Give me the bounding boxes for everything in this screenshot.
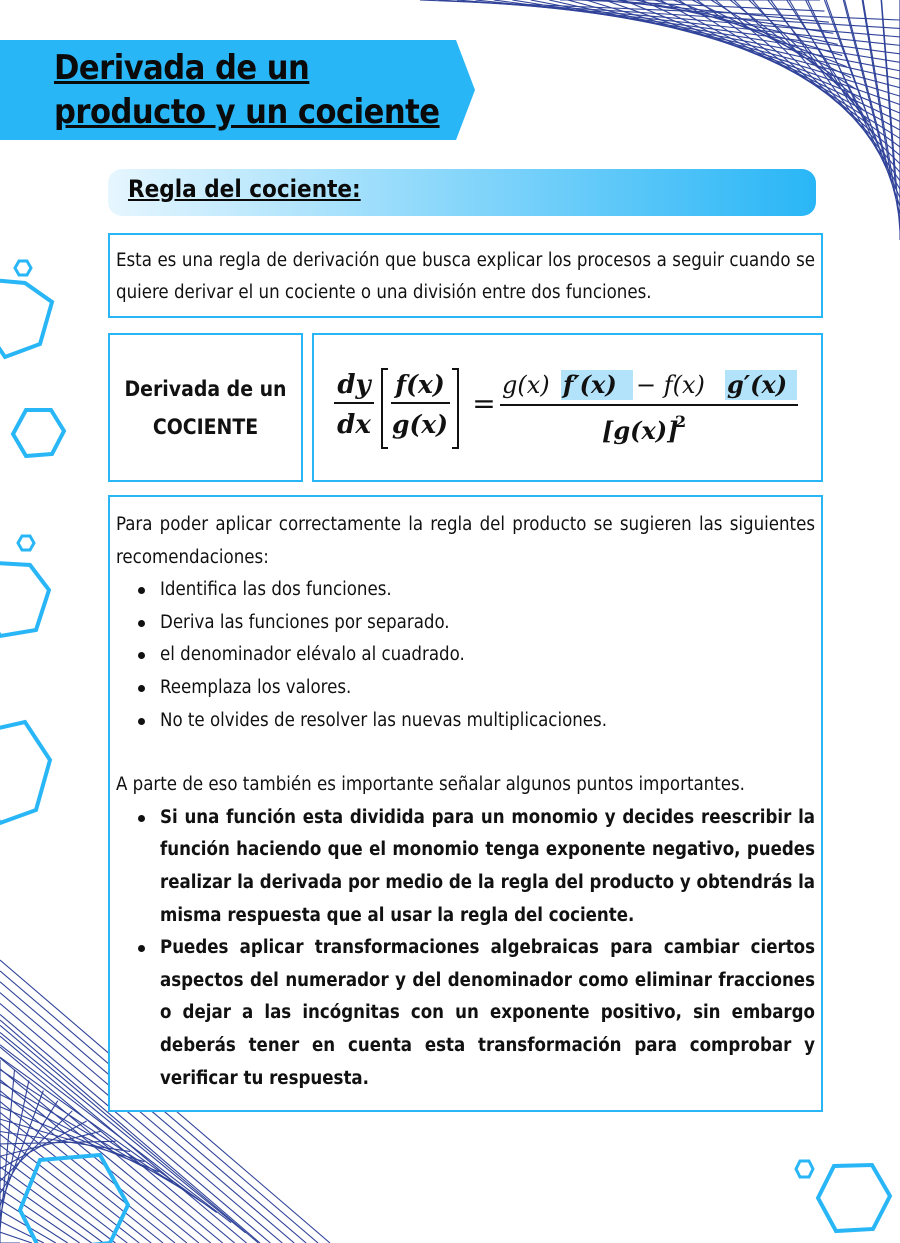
- decorative-line: [824, 0, 882, 156]
- notes-intro: A parte de eso también es importante señalar algunos puntos importantes.: [116, 774, 745, 796]
- recommendations-box: [108, 495, 823, 1112]
- decorative-line: [845, 0, 900, 215]
- hexagon-icon: [20, 1155, 128, 1243]
- rhs-numerator-f: − f(x): [636, 371, 705, 399]
- left-bracket: [382, 369, 388, 448]
- hexagon-icon: [0, 722, 50, 823]
- rhs-numerator-g: g(x): [502, 371, 550, 399]
- decorative-line: [494, 0, 900, 54]
- list-item: Identifica las dos funciones.: [160, 574, 815, 607]
- recommendations-list: [116, 574, 815, 737]
- rhs-numerator-fprime: f′(x): [563, 370, 617, 399]
- quotient-rule-formula: [314, 335, 821, 480]
- decorative-line: [0, 1178, 92, 1243]
- list-item: el denominador elévalo al cuadrado.: [160, 639, 815, 672]
- list-item: Puedes aplicar transformaciones algebraicas para cambiar ciertos aspectos del numerador y del denominador como eliminar fracciones o dejar a las incógnitas con un exponente positivo, sin embargo deberás tener en cuenta esta transformación para comprobar y verificar tu respuesta.: [160, 932, 815, 1095]
- section-title: Regla del cociente:: [128, 175, 361, 203]
- hexagon-icon: [0, 563, 49, 636]
- list-item: Si una función esta dividida para un monomio y decides reescribir la función haciendo que el monomio tenga exponente negativo, puedes realizar la derivada por medio de la regla del producto y obtendrás la misma respuesta que al usar la regla del cociente.: [160, 802, 815, 932]
- decorative-line: [843, 0, 886, 167]
- formula-label: [124, 370, 286, 446]
- formula-box: [312, 333, 823, 482]
- decorative-line: [475, 0, 900, 45]
- page-title: Derivada de un producto y un cociente: [54, 48, 440, 132]
- hexagon-icon: [796, 1161, 813, 1177]
- formula-label-line1: Derivada de un: [124, 376, 287, 401]
- equals-sign: =: [472, 387, 496, 420]
- intro-box: [108, 233, 823, 318]
- list-item: No te olvides de resolver las nuevas multiplicaciones.: [160, 705, 815, 738]
- hexagon-icon: [0, 280, 52, 357]
- list-item: Deriva las funciones por separado.: [160, 607, 815, 640]
- bracket-numerator: f(x): [395, 370, 445, 399]
- hexagon-icon: [13, 410, 64, 456]
- formula-label-box: [108, 333, 303, 482]
- hexagon-icon: [818, 1165, 890, 1231]
- decorative-line: [0, 1167, 103, 1243]
- decorative-line: [617, 0, 834, 33]
- rhs-denominator: [g(x)]: [602, 416, 679, 445]
- bracket-denominator: g(x): [391, 410, 449, 439]
- formula-label-line2: COCIENTE: [152, 414, 259, 439]
- list-item: Reemplaza los valores.: [160, 672, 815, 705]
- lhs-denominator: dx: [337, 410, 371, 440]
- lhs-numerator: dy: [337, 370, 371, 400]
- rhs-numerator-gprime: g′(x): [727, 370, 788, 399]
- right-bracket: [452, 369, 458, 448]
- intro-text: Esta es una regla de derivación que busca explicar los procesos a seguir cuando se quiere derivar el un cociente o una división entre dos funciones.: [116, 250, 815, 303]
- decorative-line: [863, 0, 900, 223]
- decorative-line: [0, 1232, 32, 1243]
- section-header: [108, 169, 816, 216]
- decorative-line: [531, 0, 900, 71]
- hexagon-icon: [15, 261, 31, 275]
- rhs-denominator-exponent: 2: [675, 412, 687, 431]
- notes-list: [116, 802, 815, 1095]
- hexagon-icon: [18, 536, 34, 550]
- decorative-line: [512, 0, 900, 62]
- recommendations-intro: Para poder aplicar correctamente la regla del producto se sugieren las siguientes recomendaciones:: [116, 514, 815, 568]
